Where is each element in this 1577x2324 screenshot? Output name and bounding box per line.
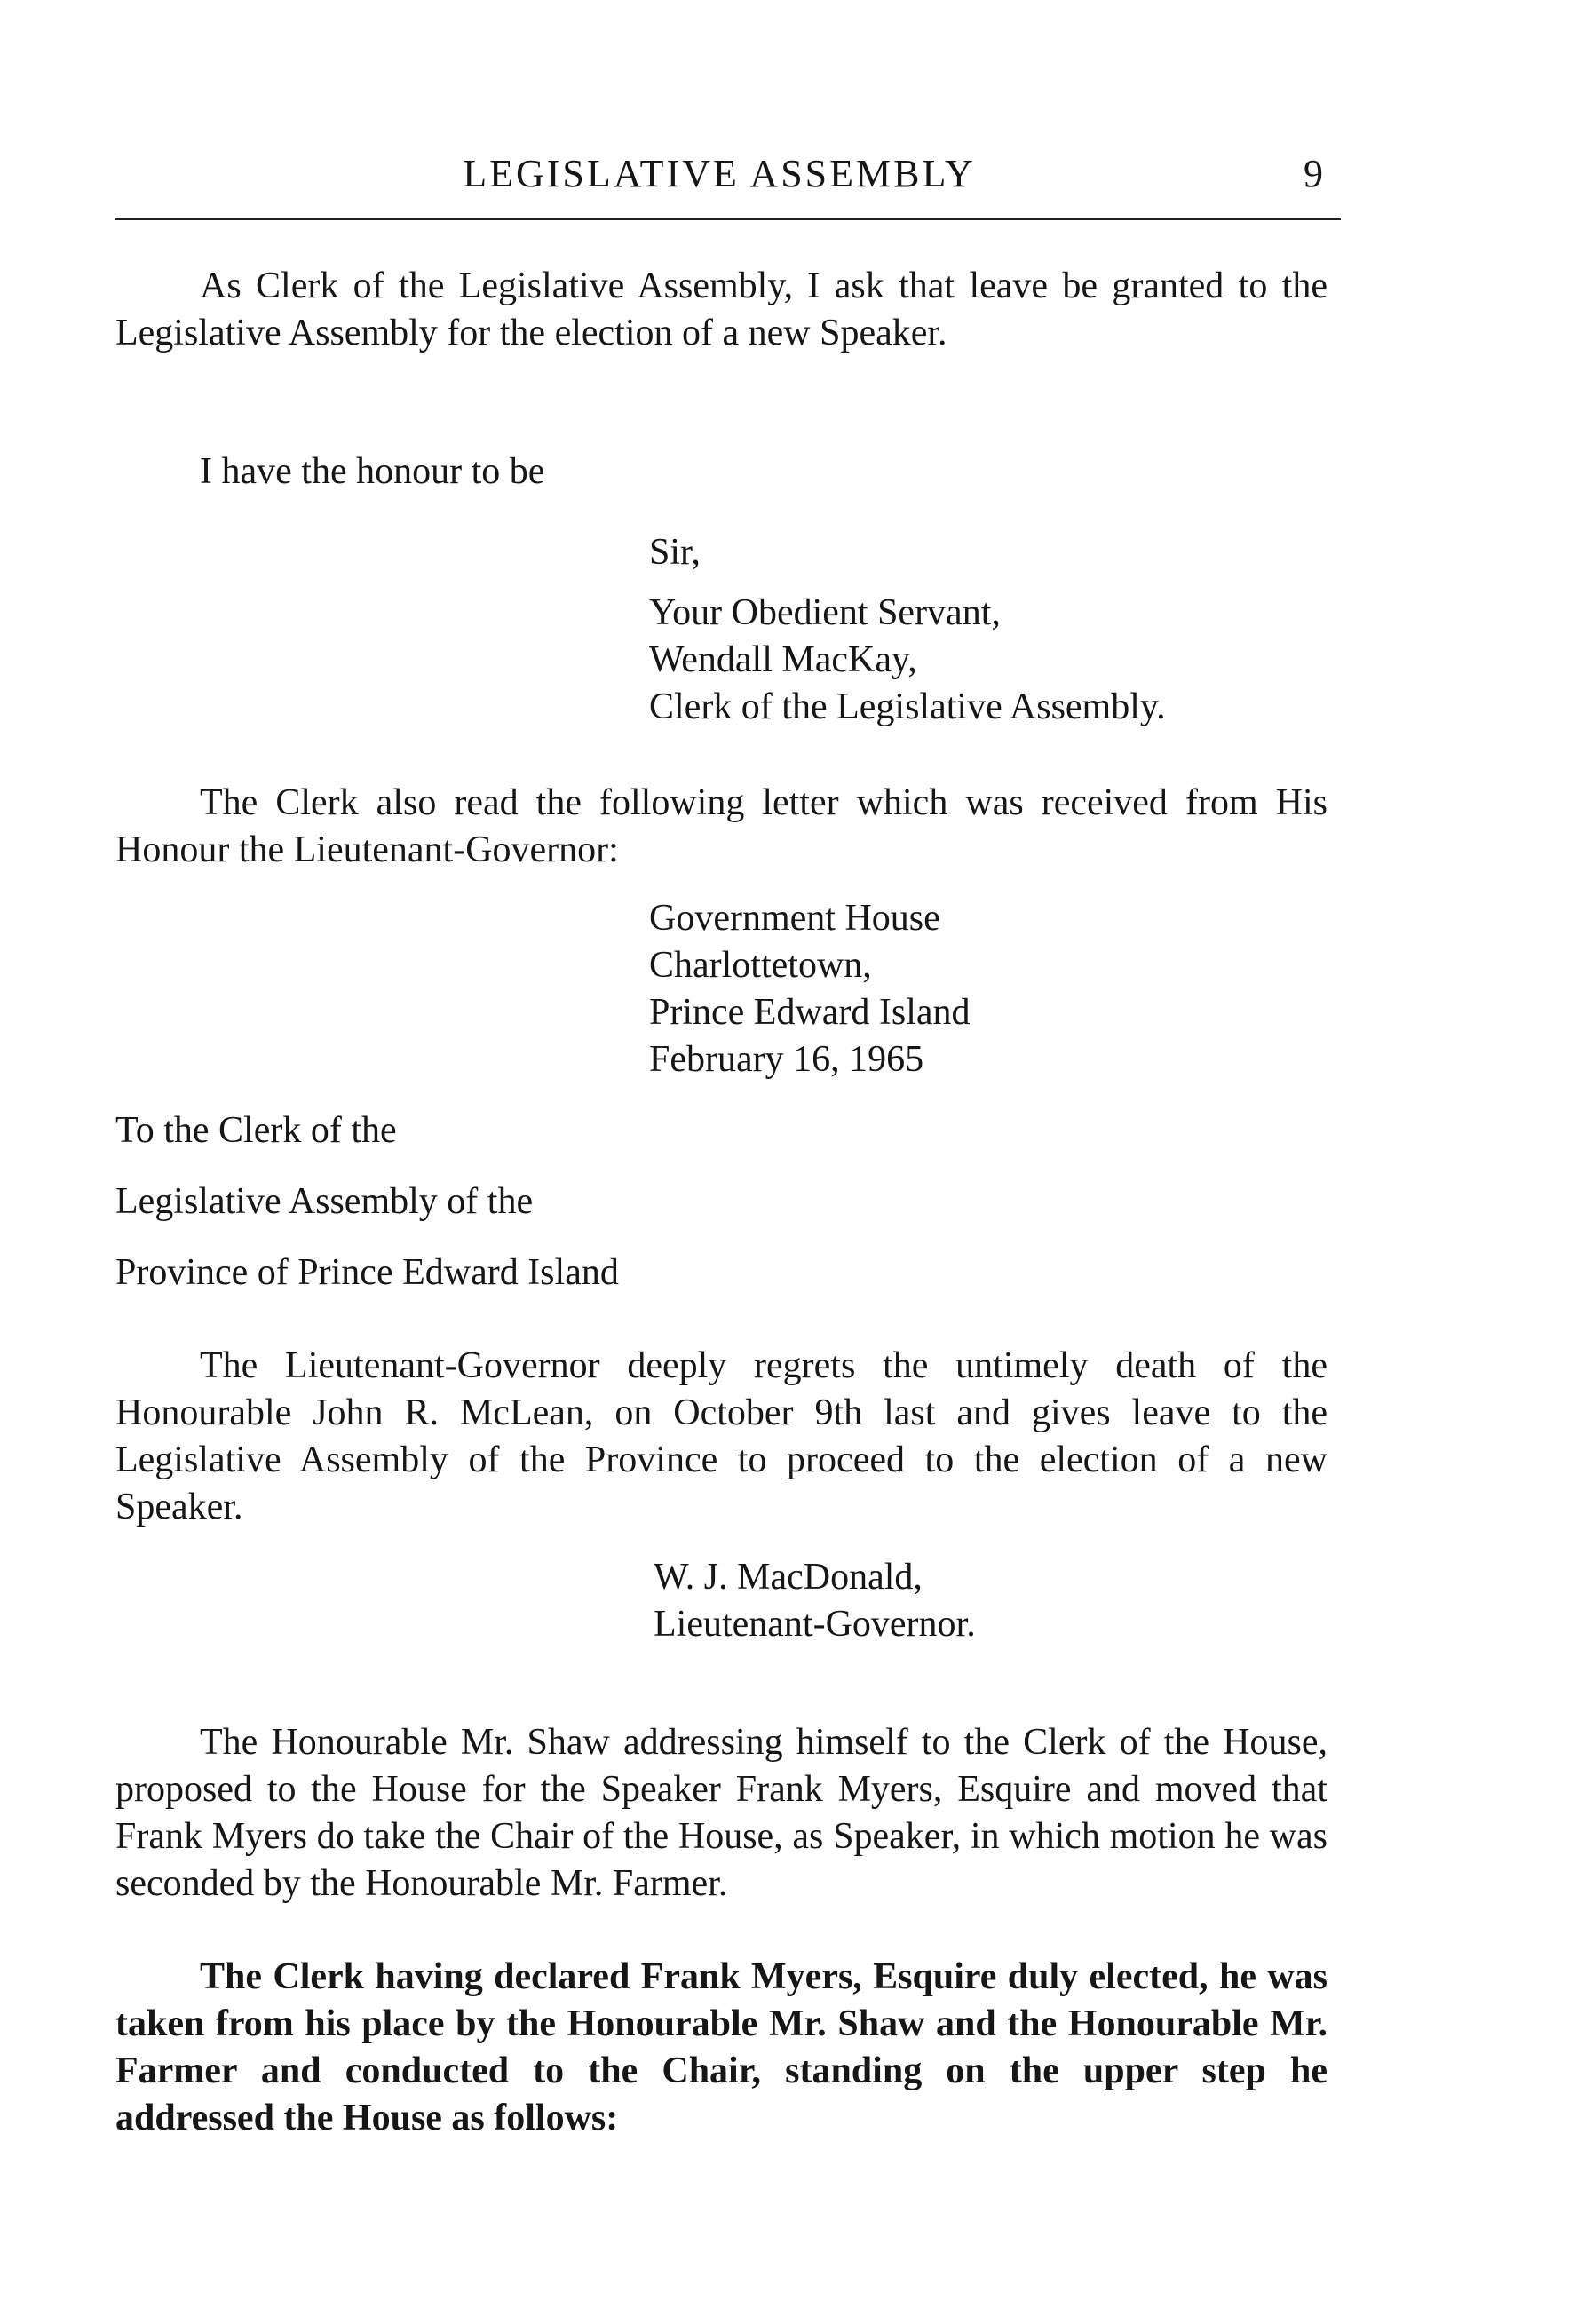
salutation: Sir, [649, 532, 701, 573]
signature-lg-line-2: Lieutenant-Governor. [654, 1604, 976, 1645]
address-line-3: Prince Edward Island [649, 992, 971, 1033]
signature-lieutenant-governor [654, 1554, 976, 1648]
recipient-line-3: Province of Prince Edward Island [115, 1252, 619, 1293]
running-head [115, 151, 1323, 204]
address-line-1: Government House [649, 898, 940, 939]
recipient-line-2: Legislative Assembly of the [115, 1181, 534, 1222]
paragraph-clerk-read: The Clerk also read the following letter which was received from His Honour the Lieutenant-Governor: [115, 782, 1327, 870]
page-number: 9 [1304, 152, 1323, 195]
signature-clerk-line-3: Clerk of the Legislative Assembly. [649, 686, 1166, 727]
paragraph-shaw-motion: The Honourable Mr. Shaw addressing himself to the Clerk of the House, proposed to the House for the Speaker Frank Myers, Esquire and moved that Frank Myers do take the Chair of the House, as Speaker, in which motion he was seconded by the Honourable Mr. Farmer. [115, 1722, 1327, 1904]
signature-lg-line-1: W. J. MacDonald, [654, 1557, 923, 1598]
address-line-4: February 16, 1965 [649, 1039, 924, 1080]
paragraph-regrets: The Lieutenant-Governor deeply regrets the untimely death of the Honourable John R. McLean, on October 9th last and gives leave to the Legislative Assembly of the Province to proceed to the election of a new Speaker. [115, 1345, 1327, 1527]
address-line-2: Charlottetown, [649, 945, 872, 986]
signature-clerk-line-1: Your Obedient Servant, [649, 592, 1001, 633]
signature-clerk-line-2: Wendall MacKay, [649, 639, 917, 680]
recipient-line-1: To the Clerk of the [115, 1110, 397, 1151]
running-title: LEGISLATIVE ASSEMBLY [463, 152, 976, 195]
paragraph-speaker-elected: The Clerk having declared Frank Myers, Esquire duly elected, he was taken from his place by the Honourable Mr. Shaw and the Honourable Mr. Farmer and conducted to the Chair, standing on the upper step he addressed the House as follows: [115, 1956, 1327, 2138]
paragraph-request: As Clerk of the Legislative Assembly, I ask that leave be granted to the Legislative Assembly for the election of a new Speaker. [115, 266, 1327, 353]
closing-honour: I have the honour to be [200, 451, 545, 492]
header-rule [115, 218, 1341, 220]
signature-clerk [649, 590, 1166, 731]
sender-address [649, 895, 971, 1083]
